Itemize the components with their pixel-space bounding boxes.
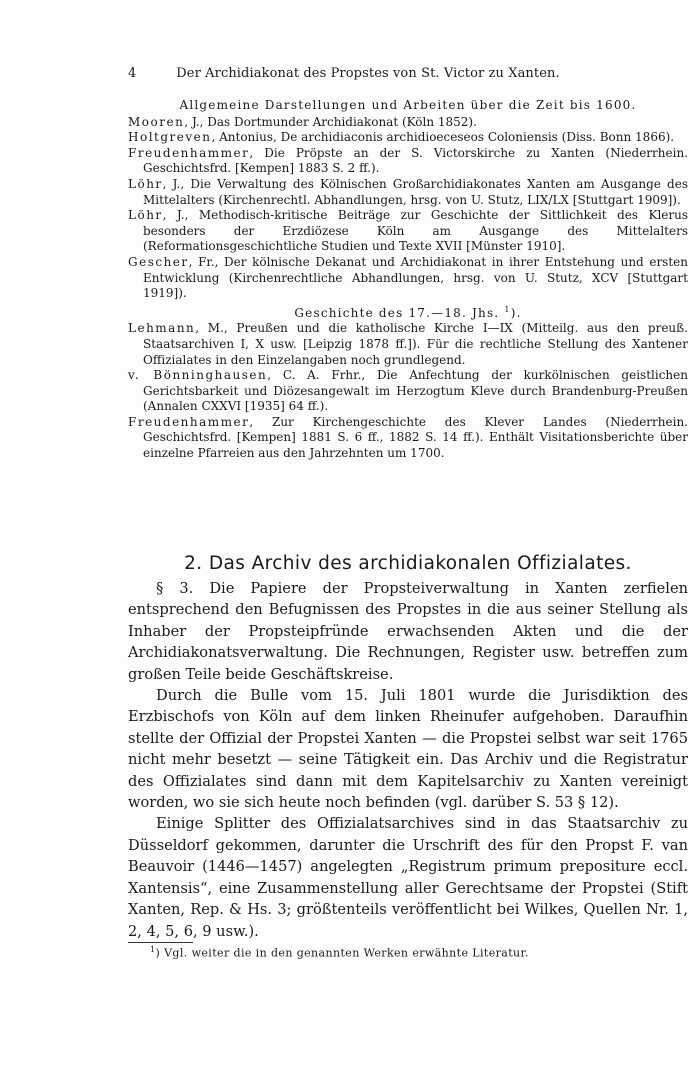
bibliography-heading-general: Allgemeine Darstellungen und Arbeiten über die Zeit bis 1600. — [179, 98, 637, 112]
entry-author: Löhr — [128, 208, 163, 223]
entry-text: , Zur Kirchengeschichte des Klever Landes (Niederrhein. Geschichtsfrd. [Kempen] 1881 S. 6 ff., 1882 S. 14 ff.). Enthält Visitationsberichte über einzelne Pfarreien aus den Jahrzehnten um 1700. — [143, 414, 688, 461]
entry-author: Freudenhammer — [128, 145, 250, 160]
bibliography-entry — [128, 255, 688, 302]
bibliography-heading-17-18 — [128, 302, 688, 322]
footnote — [150, 945, 529, 960]
paragraph: Durch die Bulle vom 15. Juli 1801 wurde die Jurisdiktion des Erzbischofs von Köln auf dem linken Rheinufer aufgehoben. Daraufhin stellte der Offizial der Propstei Xanten — die Propstei selbst war seit 1765 nicht mehr besetzt — seine Tätigkeit ein. Das Archiv und die Registratur des Offizialates sind dann mit dem Kapitelsarchiv zu Xanten vereinigt worden, wo sie sich heute noch befinden (vgl. darüber S. 53 § 12). — [128, 687, 688, 812]
bibliography-entry — [128, 115, 688, 131]
chapter-heading: 2. Das Archiv des archidiakonalen Offizialates. — [184, 553, 632, 574]
bibliography-entry — [128, 130, 688, 146]
entry-text: , Antonius, De archidiaconis archidioeceseos Coloniensis (Diss. Bonn 1866). — [211, 130, 675, 145]
footnote-text: ) Vgl. weiter die in den genannten Werken erwähnte Literatur. — [155, 946, 529, 960]
bibliography-entry — [128, 208, 688, 255]
footnote-rule — [128, 942, 193, 943]
entry-author: Lehmann — [128, 321, 196, 336]
entry-author: Freudenhammer — [128, 414, 250, 429]
heading-17-18-text: Geschichte des 17.—18. Jhs. — [294, 305, 500, 320]
entry-text: , Fr., Der kölnische Dekanat und Archidiakonat in ihrer Entstehung und ersten Entwicklung (Kirchenrechtliche Abhandlungen, hrsg. von U. Stutz, XCV [Stuttgart 1919]). — [143, 254, 688, 301]
entry-text: , J., Methodisch-kritische Beiträge zur Geschichte der Sittlichkeit des Klerus besonders der Erzdiözese Köln am Ausgange des Mittelalters (Reformationsgeschichtliche Studien und Texte XVII [Münster 1910]. — [143, 208, 688, 254]
heading-17-18-end: ). — [510, 305, 522, 320]
bibliography-entry — [128, 177, 688, 208]
paragraph: § 3. Die Papiere der Propsteiverwaltung in Xanten zerfielen entsprechend den Befugnissen des Propstes in die aus seiner Stellung als Inhaber der Propsteipfründe erwachsenden Akten und die der Archidiakonatsverwaltung. Die Rechnungen, Register usw. betreffen zum großen Teile beide Geschäftskreise. — [128, 580, 688, 683]
bibliography-entry — [128, 368, 688, 415]
footnote-marker: 1 — [150, 945, 156, 954]
footnote-reference: 1 — [504, 304, 511, 314]
entry-author: Gescher — [128, 254, 189, 269]
entry-author: v. Bönninghausen — [128, 368, 268, 383]
page-number: 4 — [128, 66, 137, 81]
entry-author: Holtgreven — [128, 130, 212, 145]
bibliography-list-17-18 — [128, 321, 688, 461]
entry-text: , M., Preußen und die katholische Kirche I—IX (Mitteilg. aus den preuß. Staatsarchiven I, X usw. [Leipzig 1878 ff.]). Für die rechtliche Stellung des Xantener Offizialates in den Einzelangaben noch grundlegend. — [143, 321, 688, 367]
bibliography-entry — [128, 321, 688, 368]
entry-author: Löhr — [128, 176, 163, 191]
entry-text: , Die Pröpste an der S. Victorskirche zu Xanten (Niederrhein. Geschichtsfrd. [Kempen] 1883 S. 2 ff.). — [143, 145, 688, 176]
bibliography-entry — [128, 415, 688, 462]
bibliography — [128, 98, 688, 462]
entry-text: , J., Die Verwaltung des Kölnischen Großarchidiakonates Xanten am Ausgange des Mittelalters (Kirchenrechtl. Abhandlungen, hrsg. von U. Stutz, LIX/LX [Stuttgart 1909]). — [143, 176, 688, 207]
running-title: Der Archidiakonat des Propstes von St. Victor zu Xanten. — [176, 66, 560, 81]
paragraph: Einige Splitter des Offizialatsarchives sind in das Staatsarchiv zu Düsseldorf gekommen, darunter die Urschrift des für den Propst F. van Beauvoir (1446—1457) angelegten „Registrum primum prepositure eccl. Xantensis“, eine Zusammenstellung aller Gerechtsame der Propstei (Stift Xanten, Rep. & Hs. 3; größtenteils veröffentlicht bei Wilkes, Quellen Nr. 1, 2, 4, 5, 6, 9 usw.). — [128, 815, 688, 940]
entry-text: , C. A. Frhr., Die Anfechtung der kurkölnischen geistlichen Gerichtsbarkeit und Diözesangewalt im Herzogtum Kleve durch Brandenburg-Preußen (Annalen CXXVI [1935] 64 ff.). — [143, 368, 688, 414]
entry-text: , J., Das Dortmunder Archidiakonat (Köln 1852). — [184, 114, 477, 129]
entry-author: Mooren — [128, 114, 185, 129]
body-text — [128, 578, 688, 942]
bibliography-list-general — [128, 115, 688, 302]
bibliography-entry — [128, 146, 688, 177]
